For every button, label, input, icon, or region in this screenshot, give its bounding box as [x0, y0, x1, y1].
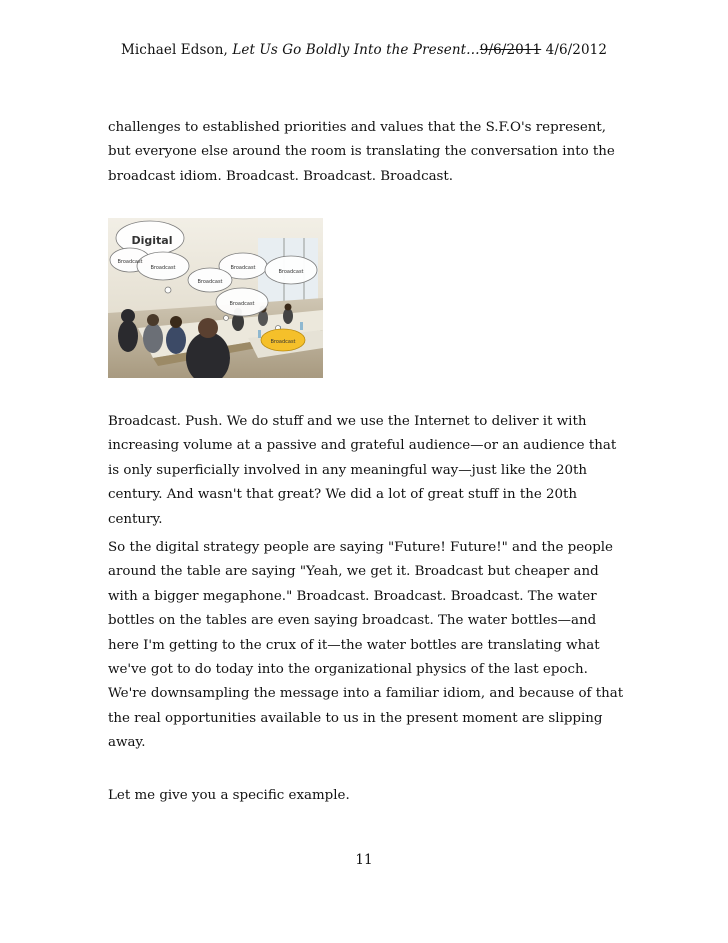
- bubble-label-6: Broadcast: [197, 279, 223, 285]
- bubble-label-8: Broadcast: [270, 339, 296, 345]
- running-header: [0, 42, 728, 58]
- bubble-label-3: Broadcast: [150, 265, 176, 271]
- meeting-photo: [108, 218, 323, 378]
- paragraph-2: Broadcast. Push. We do stuff and we use the Internet to deliver it with increasing volume at a passive and grateful audience—or an audience that is only superficially involved in any meaningful way—just like the 20th century. And wasn't that great? We did a lot of great stuff in the 20th century.: [108, 414, 617, 527]
- header-author: Michael Edson,: [120, 42, 228, 58]
- bubble-label-7: Broadcast: [229, 301, 255, 307]
- paragraph-4: Let me give you a specific example.: [108, 788, 350, 803]
- paragraph-3: So the digital strategy people are saying "Future! Future!" and the people around the table are saying "Yeah, we get it. Broadcast but cheaper and with a bigger megaphone." Broadcast. Broadcast. Broadcast. The water bottles on the tables are even saying broadcast. The water bottles—and here I'm getting to the crux of it—the water bottles are translating what we've got to do today into the organizational physics of the last epoch. We're downsampling the message into a familiar idiom, and because of that the real opportunities available to us in the present moment are slipping away.: [108, 540, 624, 751]
- bubble-label-4: Broadcast: [230, 265, 256, 271]
- header-old-date: 9/6/2011: [479, 42, 542, 58]
- bubble-label-1: Digital: [131, 234, 173, 247]
- paragraph-1: challenges to established priorities and values that the S.F.O's represent, but everyone else around the room is translating the conversation into the broadcast idiom. Broadcast. Broadcast. Broadcast.: [108, 120, 615, 184]
- page-number: 11: [355, 852, 373, 868]
- bubble-label-2: Broadcast: [117, 259, 143, 265]
- header-new-date: 4/6/2012: [545, 42, 608, 58]
- header-title: Let Us Go Boldly Into the Present…: [232, 42, 480, 58]
- bubble-label-5: Broadcast: [278, 269, 304, 275]
